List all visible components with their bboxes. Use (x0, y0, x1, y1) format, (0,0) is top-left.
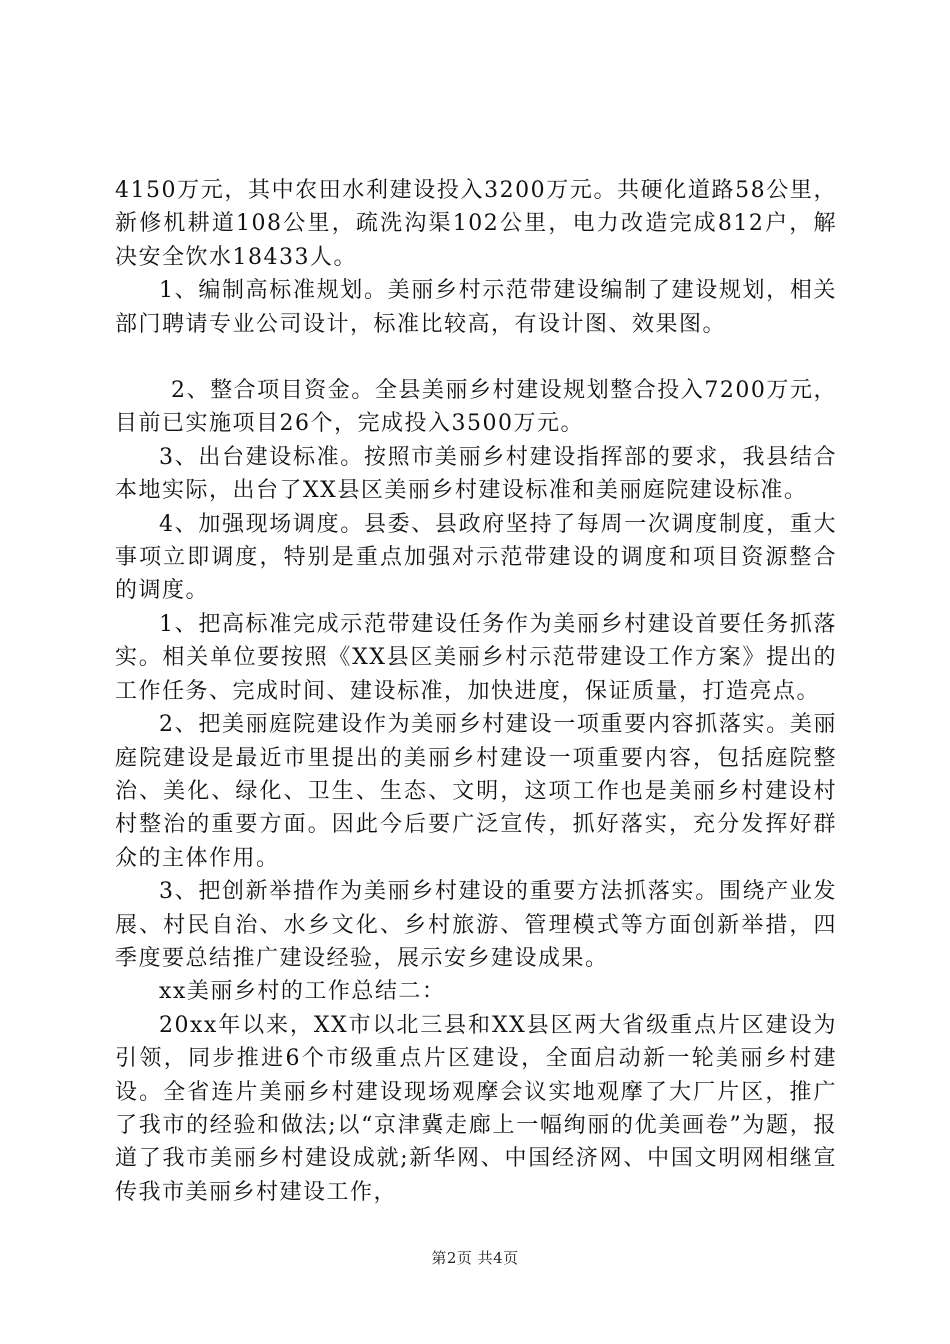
paragraph-summary-two-body: 20xx年以来，XX市以北三县和XX县区两大省级重点片区建设为引领，同步推进6个市级重点片区建设，全面启动新一轮美丽乡村建设。全省连片美丽乡村建设现场观摩会议实地观摩了大厂片区，推广了我市的经验和做法;以“京津冀走廊上一幅绚丽的优美画卷”为题，报道了我市美丽乡村建设成就;新华网、中国经济网、中国文明网相继宣传我市美丽乡村建设工作， (115, 1012, 837, 1205)
paragraph-intro-figures: 4150万元，其中农田水利建设投入3200万元。共硬化道路58公里，新修机耕道108公里，疏洗沟渠102公里，电力改造完成812户，解决安全饮水18433人。 (115, 178, 837, 270)
document-body (115, 174, 837, 1209)
paragraph-task-demo-belt: 1、把高标准完成示范带建设任务作为美丽乡村建设首要任务抓落实。相关单位要按照《XX县区美丽乡村示范带建设工作方案》提出的工作任务、完成时间、建设标准，加快进度，保证质量，打造亮点。 (115, 611, 837, 704)
paragraph-task-courtyard: 2、把美丽庭院建设作为美丽乡村建设一项重要内容抓落实。美丽庭院建设是最近市里提出的美丽乡村建设一项重要内容，包括庭院整治、美化、绿化、卫生、生态、文明，这项工作也是美丽乡村建设村村整治的重要方面。因此今后要广泛宣传，抓好落实，充分发挥好群众的主体作用。 (115, 712, 837, 871)
paragraph-funds: 2、整合项目资金。全县美丽乡村建设规划整合投入7200万元，目前已实施项目26个，完成投入3500万元。 (115, 378, 837, 437)
paragraph-task-innovation: 3、把创新举措作为美丽乡村建设的重要方法抓落实。围绕产业发展、村民自治、水乡文化、乡村旅游、管理模式等方面创新举措，四季度要总结推广建设经验，展示安乡建设成果。 (115, 879, 837, 971)
paragraph-scheduling: 4、加强现场调度。县委、县政府坚持了每周一次调度制度，重大事项立即调度，特别是重点加强对示范带建设的调度和项目资源整合的调度。 (115, 511, 837, 604)
paragraph-plan: 1、编制高标准规划。美丽乡村示范带建设编制了建设规划，相关部门聘请专业公司设计，标准比较高，有设计图、效果图。 (115, 278, 837, 337)
page-number-footer: 第2页 共4页 (431, 1249, 519, 1267)
section-heading-summary-two: xx美丽乡村的工作总结二： (159, 979, 446, 1005)
paragraph-standards: 3、出台建设标准。按照市美丽乡村建设指挥部的要求，我县结合本地实际，出台了XX县区美丽乡村建设标准和美丽庭院建设标准。 (115, 444, 837, 504)
